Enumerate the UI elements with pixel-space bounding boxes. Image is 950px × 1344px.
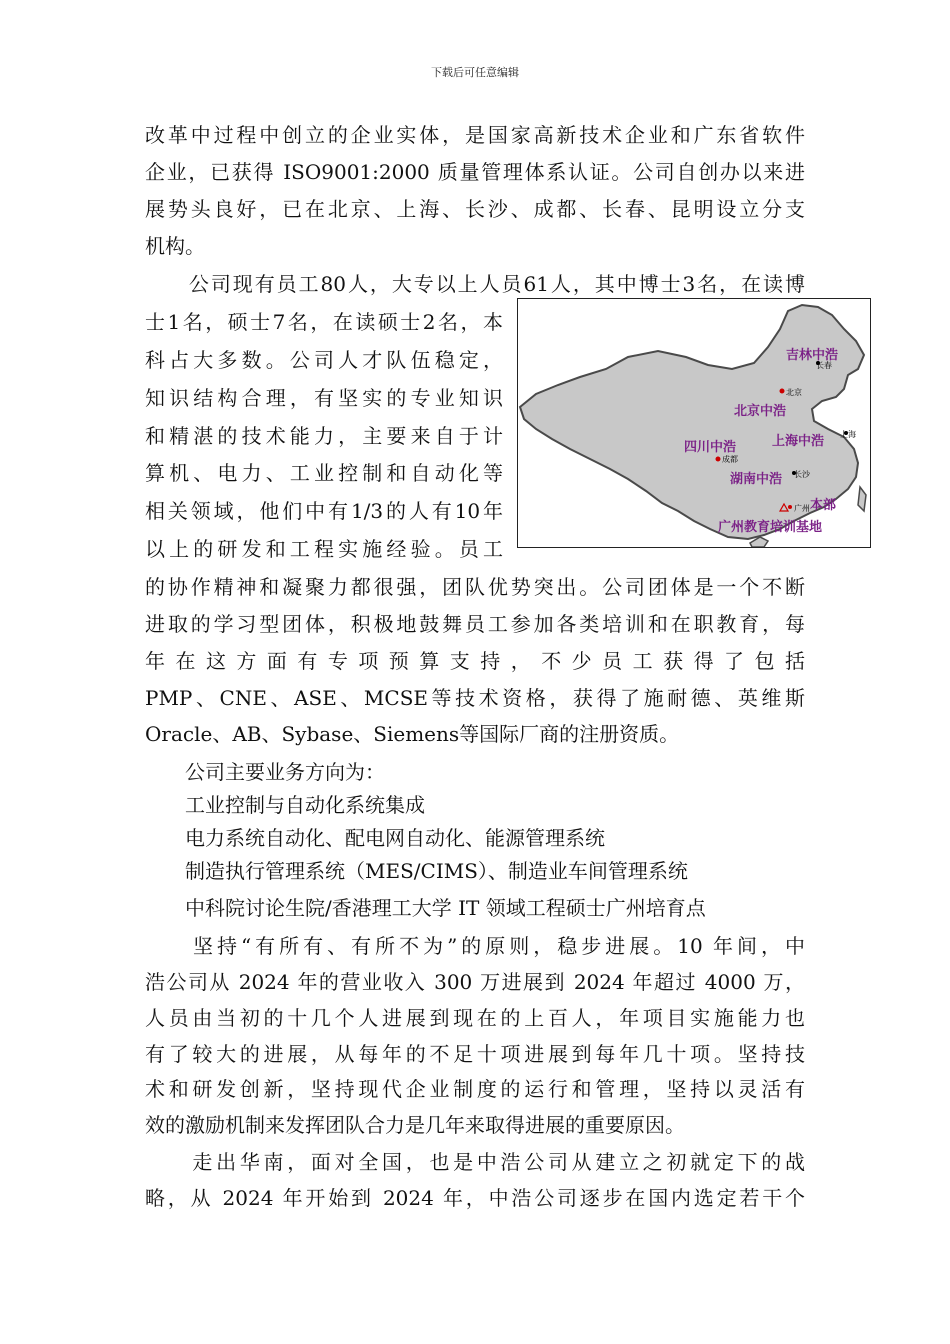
body-line-14: 进取的学习型团体，积极地鼓舞员工参加各类培训和在职教育，每	[145, 612, 805, 636]
city-beijing: 北京	[786, 388, 802, 397]
map-label-jilin: 吉林中浩	[786, 348, 839, 363]
body-line-7: 科占大多数。公司人才队伍稳定，	[145, 348, 503, 372]
body-line-24: 浩公司从 2024 年的营业收入 300 万进展到 2024 年超过 4000 万，	[145, 970, 805, 994]
china-map-figure	[517, 298, 871, 548]
body-line-29: 走出华南，面对全国，也是中浩公司从建立之初就定下的战	[145, 1150, 805, 1174]
body-line-16: PMP、CNE、ASE、MCSE等技术资格，获得了施耐德、英维斯	[145, 686, 805, 710]
body-line-1: 改革中过程中创立的企业实体，是国家高新技术企业和广东省软件	[145, 123, 805, 147]
city-guangzhou: 广州	[794, 504, 810, 513]
body-line-22: 中科院讨论生院/香港理工大学 IT 领域工程硕士广州培育点	[145, 896, 706, 920]
body-line-8: 知识结构合理，有坚实的专业知识	[145, 386, 503, 410]
body-line-27: 术和研发创新，坚持现代企业制度的运行和管理，坚持以灵活有	[145, 1077, 805, 1101]
city-changsha: 长沙	[794, 470, 810, 479]
body-line-18: 公司主要业务方向为：	[145, 760, 385, 784]
beijing-dot	[780, 389, 785, 394]
body-line-10: 算机、电力、工业控制和自动化等	[145, 461, 503, 485]
body-line-17: Oracle、AB、Sybase、Siemens等国际厂商的注册资质。	[145, 722, 680, 746]
map-label-shanghai: 上海中浩	[772, 434, 825, 449]
body-line-20: 电力系统自动化、配电网自动化、能源管理系统	[145, 826, 605, 850]
map-label-beijing: 北京中浩	[734, 404, 787, 419]
city-shanghai: 上海	[840, 430, 856, 439]
taiwan-island	[858, 487, 866, 511]
body-line-25: 人员由当初的十几个人进展到现在的上百人，年项目实施能力也	[145, 1006, 805, 1030]
map-label-guangzhou-base: 广州教育培训基地	[718, 520, 823, 535]
body-line-6: 士1名，硕士7名，在读硕士2名，本	[145, 310, 503, 334]
body-line-4: 机构。	[145, 234, 205, 258]
map-label-hq: 本部	[810, 498, 837, 513]
body-line-26: 有了较大的进展，从每年的不足十项进展到每年几十项。坚持技	[145, 1042, 805, 1066]
map-label-hunan: 湖南中浩	[730, 472, 783, 487]
city-chengdu: 成都	[722, 455, 738, 464]
body-line-28: 效的激励机制来发挥团队合力是几年来取得进展的重要原因。	[145, 1113, 685, 1137]
china-map	[518, 299, 870, 547]
page-header: 下载后可任意编辑	[431, 66, 519, 79]
body-line-3: 展势头良好，已在北京、上海、长沙、成都、长春、昆明设立分支	[145, 197, 805, 221]
body-line-23: 坚持“有所有、有所不为”的原则，稳步进展。10 年间，中	[145, 934, 805, 958]
body-line-11: 相关领域，他们中有1/3的人有10年	[145, 499, 503, 523]
map-label-sichuan: 四川中浩	[684, 440, 737, 455]
body-line-5: 公司现有员工80人，大专以上人员61人，其中博士3名，在读博	[145, 272, 805, 296]
body-line-12: 以上的研发和工程实施经验。员工	[145, 537, 503, 561]
body-line-9: 和精湛的技术能力，主要来自于计	[145, 424, 503, 448]
guangzhou-dot	[788, 505, 792, 509]
body-line-19: 工业控制与自动化系统集成	[145, 793, 425, 817]
body-line-21: 制造执行管理系统（MES/CIMS）、制造业车间管理系统	[145, 859, 688, 883]
body-line-15: 年在这方面有专项预算支持，不少员工获得了包括	[145, 649, 805, 673]
chengdu-dot	[716, 457, 721, 462]
body-line-30: 略，从 2024 年开始到 2024 年，中浩公司逐步在国内选定若干个	[145, 1186, 805, 1210]
body-line-2: 企业，已获得 ISO9001:2000 质量管理体系认证。公司自创办以来进	[145, 160, 805, 184]
city-changchun: 长春	[816, 361, 832, 370]
body-line-13: 的协作精神和凝聚力都很强，团队优势突出。公司团体是一个不断	[145, 575, 805, 599]
